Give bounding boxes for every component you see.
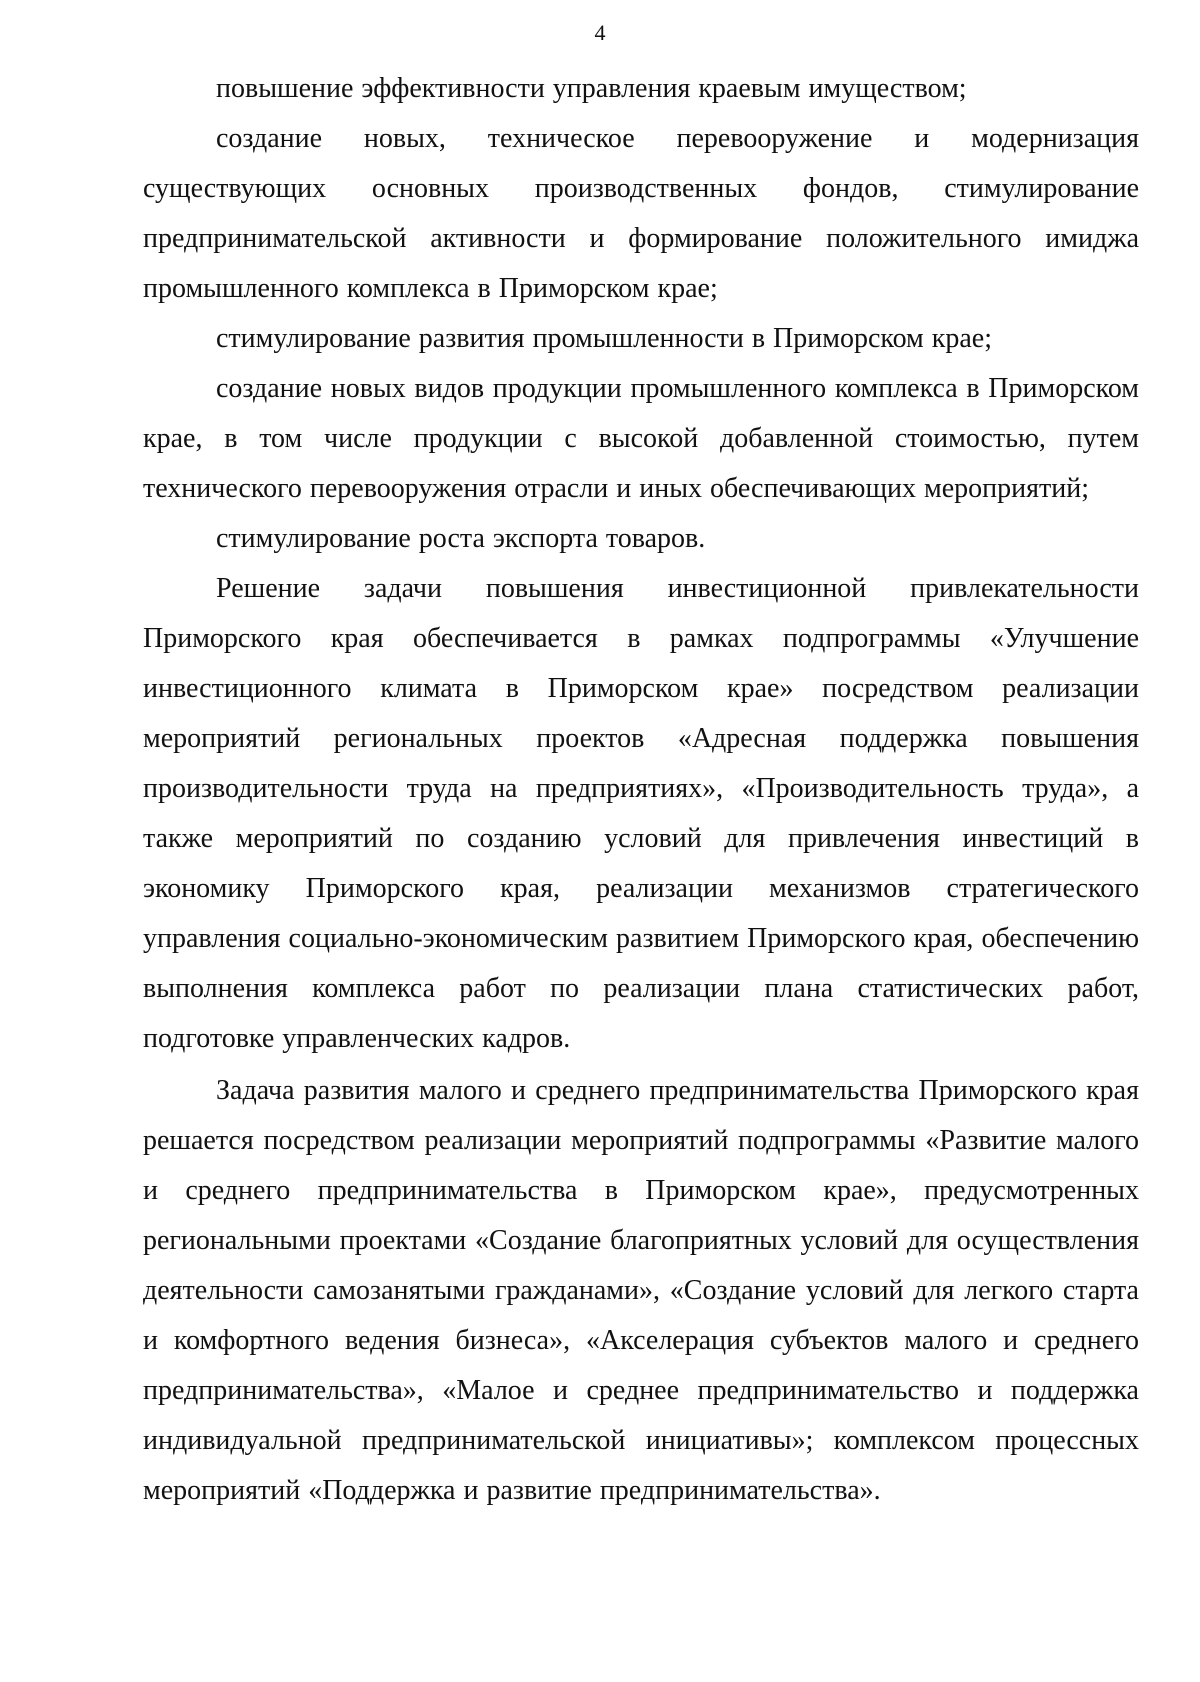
paragraph-funds-modernization: создание новых, техническое перевооружение и модернизация существующих основных производственных фондов, стимулирование предпринимательской активности и формирование положительного имиджа промышленного комплекса в Приморском крае;	[143, 123, 1139, 304]
paragraph-new-products: создание новых видов продукции промышленного комплекса в Приморском крае, в том числе продукции с высокой добавленной стоимостью, путем технического перевооружения отрасли и иных обеспечивающих мероприятий;	[143, 373, 1139, 504]
paragraph-export-growth: стимулирование роста экспорта товаров.	[216, 523, 706, 554]
paragraph-small-business: Задача развития малого и среднего предпринимательства Приморского края решается посредством реализации мероприятий подпрограммы «Развитие малого и среднего предпринимательства в Приморском крае», предусмотренных региональными проектами «Создание благоприятных условий для осуществления деятельности самозанятыми гражданами», «Создание условий для легкого старта и комфортного ведения бизнеса», «Акселерация субъектов малого и среднего предпринимательства», «Малое и среднее предпринимательство и поддержка индивидуальной предпринимательской инициативы»; комплексом процессных мероприятий «Поддержка и развитие предпринимательства».	[143, 1075, 1139, 1506]
paragraph-investment-attractiveness: Решение задачи повышения инвестиционной привлекательности Приморского края обеспечивается в рамках подпрограммы «Улучшение инвестиционного климата в Приморском крае» посредством реализации мероприятий региональных проектов «Адресная поддержка повышения производительности труда на предприятиях», «Производительность труда», а также мероприятий по созданию условий для привлечения инвестиций в экономику Приморского края, реализации механизмов стратегического управления социально-экономическим развитием Приморского края, обеспечению выполнения комплекса работ по реализации плана статистических работ, подготовке управленческих кадров.	[143, 573, 1139, 1054]
paragraph-property-management: повышение эффективности управления краевым имуществом;	[216, 73, 967, 104]
document-body	[143, 64, 1139, 1516]
page-number: 4	[594, 20, 606, 45]
paragraph-industry-development: стимулирование развития промышленности в Приморском крае;	[216, 323, 992, 354]
